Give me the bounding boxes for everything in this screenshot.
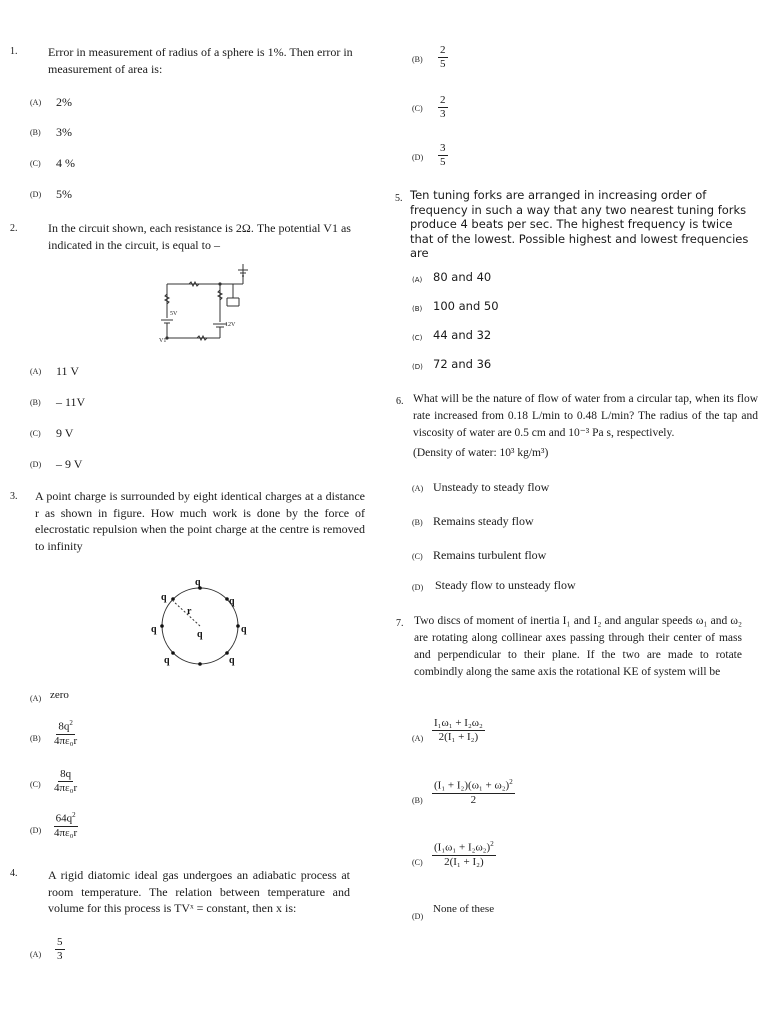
q7-option-a-num: I₁ω₁ + I₂ω₂: [434, 717, 483, 729]
q2-option-d-label: (D): [30, 460, 42, 469]
charge-label-top: q: [195, 577, 201, 588]
q4-text: A rigid diatomic ideal gas undergoes an adiabatic process at room temperature. The relation between temperature and volume for this process is TVˣ = constant, then x is:: [48, 868, 350, 915]
q6-option-d-label: (D): [412, 583, 424, 592]
q6-text: What will be the nature of flow of water from a circular tap, when its flow rate increased from 0.18 L/min to 0.48 L/min? The radius of the tap and viscosity of water are 0.5 cm and 10⁻³ Pa s, respectively.: [413, 393, 758, 439]
q6-number: 6.: [396, 396, 404, 407]
q4-option-d-den: 5: [440, 156, 446, 168]
q5-number: 5.: [395, 193, 403, 204]
q4-option-d-label: (D): [412, 153, 424, 162]
q3-option-d-label: (D): [30, 826, 42, 835]
q7-option-b[interactable]: [432, 779, 515, 806]
q2-option-b[interactable]: – 11V: [56, 395, 86, 409]
charge-label-top-right: q: [229, 596, 235, 607]
q3-option-b-label: (B): [30, 734, 41, 743]
q3-option-d-den: 4πε₀r: [54, 826, 78, 839]
q1-number: 1.: [10, 46, 18, 57]
q6-density: (Density of water: 10³ kg/m³): [413, 447, 549, 459]
q3-option-d[interactable]: [52, 812, 79, 839]
q4-number: 4.: [10, 868, 18, 879]
q2-number: 2.: [10, 223, 18, 234]
q3-option-c[interactable]: [52, 768, 79, 794]
q6-option-b-label: (B): [412, 518, 423, 527]
q1-option-b-label: (B): [30, 128, 41, 137]
q4-option-b[interactable]: [438, 44, 448, 70]
q7-option-b-label: (B): [412, 796, 423, 805]
q4-option-d-num: 3: [440, 142, 446, 154]
q7-option-c-label: (C): [412, 858, 423, 867]
q1-text: Error in measurement of radius of a sphere is 1%. Then error in measurement of area is:: [48, 45, 353, 76]
q4-option-b-num: 2: [440, 44, 446, 56]
q5-option-a[interactable]: 80 and 40: [433, 270, 492, 284]
q3-number: 3.: [10, 491, 18, 502]
q3-option-b-exp: 2: [69, 719, 73, 727]
q4-option-c[interactable]: [438, 94, 448, 120]
q5-option-d-label: (D): [412, 363, 423, 371]
q6-option-a-label: (A): [412, 484, 424, 493]
q7-option-a-label: (A): [412, 734, 424, 743]
charge-label-bottom-left: q: [164, 655, 170, 666]
q3-option-c-den: 4πε₀r: [54, 782, 78, 794]
q3-option-b[interactable]: [52, 720, 79, 747]
q4-option-b-den: 5: [440, 58, 446, 70]
q2-text: In the circuit shown, each resistance is 2Ω. The potential V1 as indicated in the circuit, is equal to –: [48, 221, 351, 252]
q5-option-b-label: (B): [412, 305, 423, 313]
q7-option-c[interactable]: [432, 841, 496, 868]
q7-option-d[interactable]: None of these: [433, 903, 495, 915]
q4-option-c-num: 2: [440, 94, 446, 106]
q1-option-a[interactable]: 2%: [56, 95, 72, 109]
q7-option-b-den: 2: [470, 793, 477, 806]
q1-option-b[interactable]: 3%: [56, 125, 72, 139]
q4-option-a[interactable]: [55, 936, 65, 962]
q4-option-a-label: (A): [30, 950, 42, 959]
q1-option-d[interactable]: 5%: [56, 187, 72, 201]
q3-option-c-num: 8q: [60, 768, 72, 780]
q6-option-a[interactable]: Unsteady to steady flow: [433, 480, 550, 494]
q4-option-c-label: (C): [412, 104, 423, 113]
q1-option-c[interactable]: 4 %: [56, 156, 75, 170]
q2-option-d[interactable]: – 9 V: [56, 457, 83, 471]
q6-option-b[interactable]: Remains steady flow: [433, 514, 534, 528]
q1-option-a-label: (A): [30, 98, 42, 107]
q2-option-a[interactable]: 11 V: [56, 364, 80, 378]
q4-option-b-label: (B): [412, 55, 423, 64]
charges-diagram: [140, 574, 260, 670]
circuit-label-12v: 12V: [225, 322, 236, 328]
q3-text: A point charge is surrounded by eight identical charges at a distance r as shown in figure. How much work is done by the force of elecrostatic repulsion when the point charge at the centre is removed to infinity: [35, 489, 365, 553]
q2-option-c[interactable]: 9 V: [56, 426, 74, 440]
q5-option-c-label: (C): [412, 334, 423, 342]
q6-option-c[interactable]: Remains turbulent flow: [433, 548, 547, 562]
q7-option-c-den: 2(I₁ + I₂): [444, 855, 484, 868]
q6-option-d[interactable]: Steady flow to unsteady flow: [435, 578, 576, 592]
charge-label-bottom-right: q: [229, 655, 235, 666]
q4-option-a-den: 3: [57, 950, 63, 962]
q3-option-b-den: 4πε₀r: [54, 734, 78, 747]
radius-label: r: [187, 606, 192, 617]
q7-option-b-exp: 2: [509, 778, 513, 786]
q3-option-c-label: (C): [30, 780, 41, 789]
q7-option-a[interactable]: [432, 717, 485, 743]
q7-text: Two discs of moment of inertia I₁ and I₂ and angular speeds ω₁ and ω₂ are rotating along collinear axes passing through their center of mass and perpendicular to their plane. If the two are made to rotate combindly along the same axis the rotational KE of system will be: [414, 615, 742, 678]
q1-option-c-label: (C): [30, 159, 41, 168]
q4-option-a-num: 5: [57, 936, 63, 948]
q3-option-a-label: (A): [30, 694, 42, 703]
charge-label-top-left: q: [161, 592, 167, 603]
q7-option-b-num: (I₁ + I₂)(ω₁ + ω₂): [434, 779, 510, 792]
circuit-label-v1: V1: [159, 338, 167, 344]
q4-option-c-den: 3: [440, 108, 446, 120]
q5-option-a-label: (A): [412, 276, 423, 284]
q2-option-b-label: (B): [30, 398, 41, 407]
q7-option-d-label: (D): [412, 912, 424, 921]
charge-label-center: q: [197, 629, 203, 640]
q6-option-c-label: (C): [412, 552, 423, 561]
charge-label-right: q: [241, 624, 247, 635]
q5-option-b[interactable]: 100 and 50: [433, 299, 499, 313]
q7-option-c-num: (I₁ω₁ + I₂ω₂): [434, 841, 491, 854]
q3-option-d-num: 64q: [55, 812, 73, 825]
q4-option-d[interactable]: [438, 142, 448, 168]
q5-text: Ten tuning forks are arranged in increasing order of frequency in such a way that any two nearest tuning forks produce 4 beats per sec. The highest frequency is twice that of the lowest. Possible highest and lowest frequencies are: [410, 188, 749, 260]
q7-number: 7.: [396, 618, 404, 629]
circuit-diagram: [155, 262, 265, 346]
q3-option-b-num: 8q: [58, 720, 70, 733]
q3-option-a[interactable]: zero: [50, 689, 69, 701]
q7-option-a-den: 2(I₁ + I₂): [438, 731, 479, 743]
q3-option-d-exp: 2: [72, 811, 76, 819]
circuit-label-5v: 5V: [170, 311, 178, 317]
q1-option-d-label: (D): [30, 190, 42, 199]
q2-option-a-label: (A): [30, 367, 42, 376]
q2-option-c-label: (C): [30, 429, 41, 438]
q5-option-d[interactable]: 72 and 36: [433, 357, 492, 371]
q5-option-c[interactable]: 44 and 32: [433, 328, 492, 342]
q7-option-c-exp: 2: [490, 840, 494, 848]
charge-label-left: q: [151, 624, 157, 635]
